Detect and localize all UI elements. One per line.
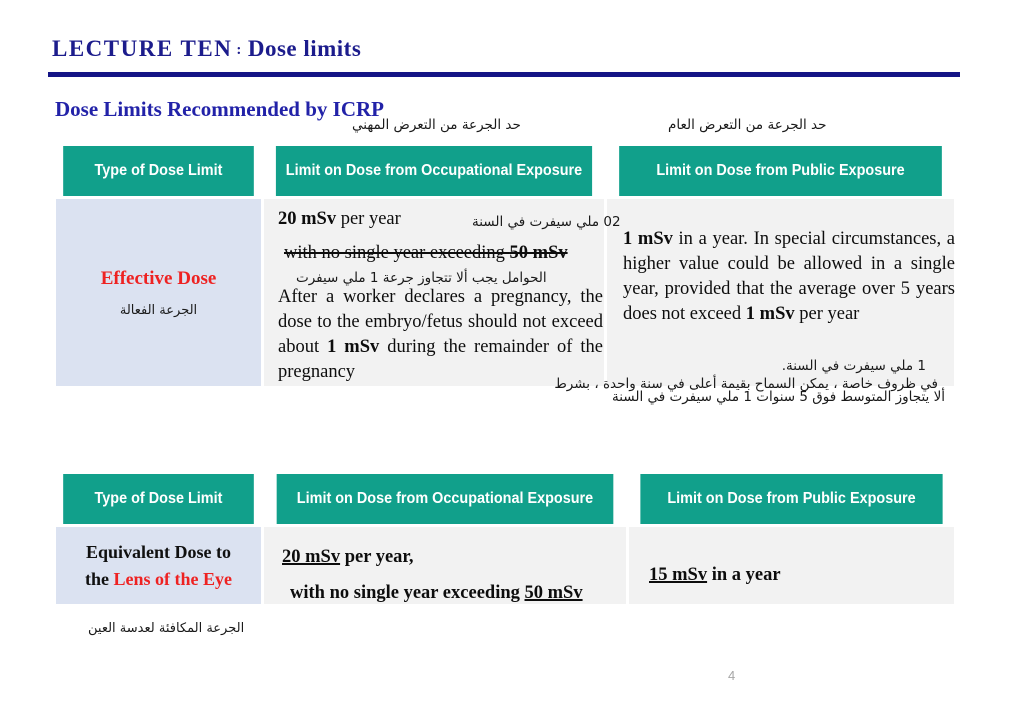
occupational-limit-line1-arabic: 20 ملي سيفرت في السنة bbox=[472, 214, 621, 230]
eye-label-line2-prefix: the bbox=[85, 568, 114, 589]
caption-eye-arabic: الجرعة المكافئة لعدسة العين bbox=[88, 621, 245, 636]
eye-occupational-line1 bbox=[282, 545, 414, 570]
cell-dose-type-eye bbox=[56, 527, 261, 604]
column-header-type-of-dose-limit: Type of Dose Limit bbox=[63, 474, 254, 524]
eye-occupational-line1-rest: per year, bbox=[340, 547, 414, 567]
occupational-limit-line2-struck bbox=[284, 241, 568, 266]
occupational-limit-value: 20 mSv bbox=[278, 209, 337, 229]
table-header-row bbox=[56, 474, 954, 524]
occupational-limit-line1 bbox=[278, 207, 401, 232]
eye-public-line1 bbox=[649, 563, 781, 588]
public-limit-value-average: 1 mSv bbox=[745, 304, 795, 325]
occupational-pregnancy-arabic: الحوامل يجب ألا تتجاوز جرعة 1 ملي سيفرت bbox=[296, 270, 547, 286]
eye-label-accent: Lens of the Eye bbox=[113, 568, 232, 589]
caption-occupational-arabic: حد الجرعة من التعرض المهني bbox=[352, 117, 521, 133]
dose-type-label-eye bbox=[85, 539, 232, 593]
cell-occupational-effective bbox=[264, 199, 621, 386]
occupational-pregnancy-paragraph bbox=[278, 285, 603, 386]
table-effective-dose bbox=[56, 146, 955, 392]
column-header-occupational-exposure: Limit on Dose from Occupational Exposure bbox=[276, 146, 592, 196]
eye-occupational-line2-plain: with no single year exceeding bbox=[290, 583, 525, 603]
pregnancy-text-part2: during the remainder of the pregnancy bbox=[278, 337, 603, 383]
occupational-limit-line2-value: 50 mSv bbox=[509, 243, 568, 263]
eye-public-value: 15 mSv bbox=[649, 565, 708, 585]
column-header-public-exposure: Limit on Dose from Public Exposure bbox=[619, 146, 942, 196]
dose-type-label: Effective Dose bbox=[100, 267, 217, 289]
public-text-part1: in a year. In special circumstances, a higher value could be allowed in a single year, provided that the average over 5 years does not exceed bbox=[623, 229, 955, 325]
eye-label-line1: Equivalent Dose to bbox=[85, 541, 231, 562]
table-header-row bbox=[56, 146, 954, 196]
occupational-limit-line2-plain: with no single year exceeding bbox=[284, 243, 510, 263]
caption-public-arabic: حد الجرعة من التعرض العام bbox=[668, 117, 827, 133]
public-arabic-line1: 1 ملي سيفرت في السنة. bbox=[781, 358, 926, 374]
cell-public-effective bbox=[554, 199, 955, 392]
public-arabic-line2: في ظروف خاصة ، يمكن السماح بقيمة أعلى في سنة واحدة ، بشرط bbox=[554, 376, 938, 392]
cell-public-eye bbox=[629, 527, 954, 604]
public-text-part2: per year bbox=[794, 304, 860, 325]
public-limit-value-primary: 1 mSv bbox=[623, 229, 673, 249]
slide-title-lecture: LECTURE TEN bbox=[52, 36, 233, 61]
pregnancy-dose-value: 1 mSv bbox=[327, 337, 380, 358]
eye-occupational-line2 bbox=[290, 581, 583, 606]
cell-occupational-eye bbox=[264, 527, 626, 604]
column-header-occupational-exposure: Limit on Dose from Occupational Exposure bbox=[277, 474, 614, 524]
column-header-type-of-dose-limit: Type of Dose Limit bbox=[63, 146, 254, 196]
column-header-public-exposure: Limit on Dose from Public Exposure bbox=[640, 474, 942, 524]
eye-public-line1-rest: in a year bbox=[707, 565, 781, 585]
slide-title-subject: Dose limits bbox=[247, 36, 362, 61]
pregnancy-text-part1: After a worker declares a pregnancy, the dose to the embryo/fetus should not exceed about bbox=[278, 287, 603, 358]
section-heading: Dose Limits Recommended by ICRP bbox=[55, 97, 384, 121]
table-row bbox=[56, 199, 955, 392]
page-number: 4 bbox=[728, 668, 736, 683]
cell-dose-type-effective bbox=[56, 199, 261, 386]
public-arabic-line3: ألا يتجاوز المتوسط فوق 5 سنوات 1 ملي سيفرت في السنة bbox=[612, 389, 946, 405]
slide-title-colon: : bbox=[236, 42, 242, 58]
table-row bbox=[56, 527, 954, 604]
dose-type-label-arabic: الجرعة الفعالة bbox=[119, 303, 198, 319]
table-equivalent-dose-eye bbox=[56, 474, 954, 604]
eye-occupational-value-max: 50 mSv bbox=[524, 583, 583, 603]
title-divider-rule bbox=[48, 72, 960, 77]
slide-title bbox=[52, 36, 361, 62]
occupational-limit-line1-rest: per year bbox=[336, 209, 401, 229]
public-limit-paragraph bbox=[623, 227, 955, 328]
eye-occupational-value-annual: 20 mSv bbox=[282, 547, 341, 567]
